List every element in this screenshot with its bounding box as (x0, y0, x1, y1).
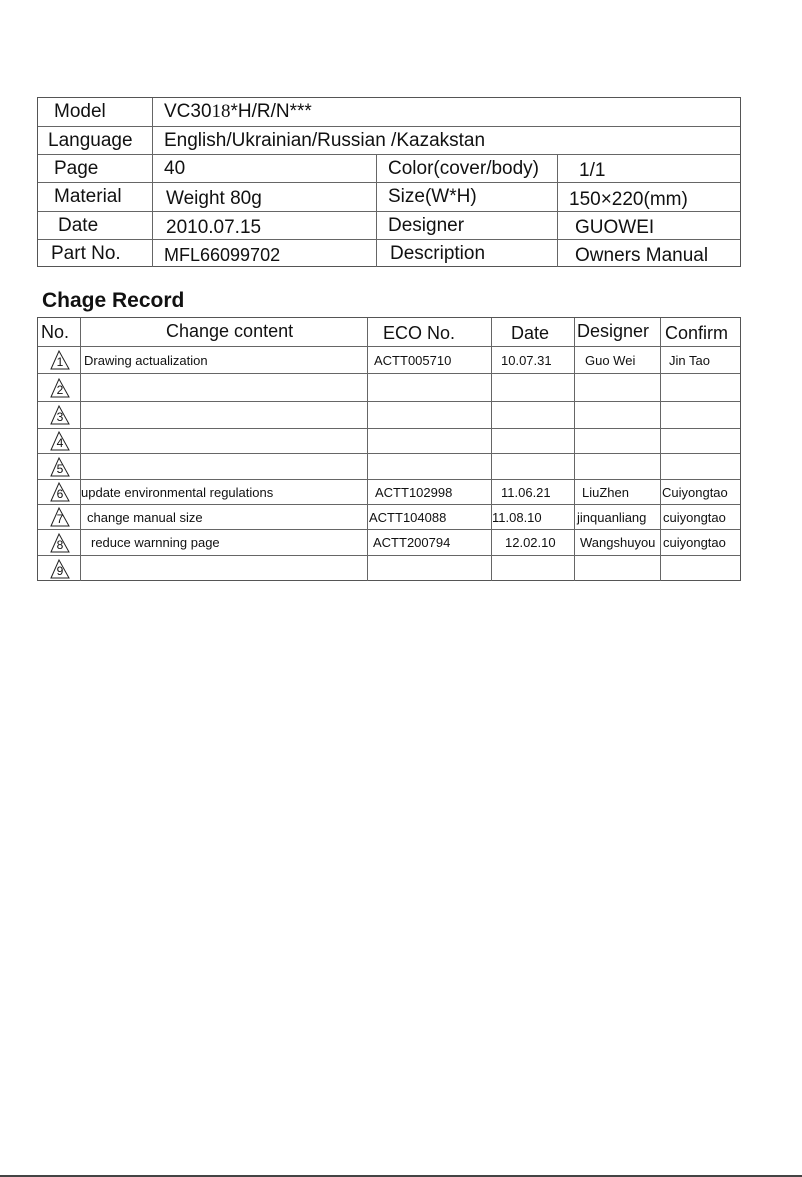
row-number-cell (38, 374, 80, 401)
spec-row-partno (38, 240, 740, 267)
divider (367, 318, 368, 346)
divider (80, 347, 81, 373)
spec-row-material (38, 183, 740, 212)
change-content-cell: Drawing actualization (84, 352, 208, 368)
svg-text:1: 1 (56, 355, 64, 369)
model-value (164, 98, 312, 126)
divider (80, 318, 81, 346)
divider (152, 127, 153, 154)
table-row (38, 402, 740, 429)
designer-cell: Wangshuyou (580, 535, 656, 550)
revision-triangle-icon (42, 378, 76, 398)
divider (660, 318, 661, 346)
svg-text:9: 9 (56, 563, 64, 578)
divider (574, 402, 575, 428)
divider (367, 505, 368, 529)
change-content-cell: change manual size (87, 509, 203, 525)
divider (491, 374, 492, 401)
designer-cell: LiuZhen (582, 484, 629, 500)
divider (574, 480, 575, 504)
divider (367, 530, 368, 555)
confirm-cell: Cuiyongtao (662, 484, 728, 500)
size-label: Size(W*H) (388, 186, 477, 207)
spec-table (37, 97, 741, 267)
row-number-cell (38, 530, 80, 555)
divider (660, 480, 661, 504)
divider (574, 429, 575, 453)
divider (367, 347, 368, 373)
divider (80, 402, 81, 428)
divider (491, 402, 492, 428)
divider (367, 454, 368, 479)
divider (491, 347, 492, 373)
divider (491, 454, 492, 479)
size-value: 150×220(mm) (569, 188, 688, 210)
revision-triangle-icon (42, 507, 76, 527)
divider (80, 505, 81, 529)
designer-label: Designer (388, 214, 465, 236)
divider (80, 374, 81, 401)
divider (574, 374, 575, 401)
table-row (38, 374, 740, 402)
material-value: Weight 80g (166, 188, 262, 209)
table-row (38, 429, 740, 454)
divider (367, 402, 368, 428)
table-row (38, 347, 740, 374)
header-designer: Designer (577, 320, 650, 341)
divider (152, 212, 153, 239)
spec-row-model (38, 98, 740, 127)
divider (574, 505, 575, 529)
spec-row-date (38, 212, 740, 240)
date-label: Date (58, 214, 99, 236)
row-number-cell (38, 505, 80, 529)
divider (376, 155, 377, 182)
divider (491, 556, 492, 581)
divider (367, 374, 368, 401)
model-label: Model (54, 101, 106, 122)
header-change-content: Change content (166, 320, 294, 341)
description-label: Description (390, 242, 486, 264)
header-confirm: Confirm (665, 322, 729, 343)
date-cell: 12.02.10 (505, 535, 556, 550)
partno-label: Part No. (51, 242, 121, 264)
revision-triangle-icon (42, 457, 76, 477)
divider (660, 505, 661, 529)
divider (574, 454, 575, 479)
date-value: 2010.07.15 (166, 216, 262, 238)
confirm-cell: cuiyongtao (663, 535, 726, 550)
divider (660, 429, 661, 453)
header-no: No. (41, 321, 70, 342)
divider (574, 530, 575, 555)
date-cell: 10.07.31 (501, 352, 552, 368)
eco-no-cell: ACTT102998 (375, 484, 453, 500)
divider (491, 318, 492, 346)
model-value-number: 18 (211, 101, 231, 122)
svg-text:4: 4 (56, 436, 64, 450)
spec-row-language (38, 127, 740, 155)
row-number-cell (38, 347, 80, 373)
divider (367, 556, 368, 581)
divider (557, 183, 558, 211)
color-value: 1/1 (579, 159, 606, 181)
eco-no-cell: ACTT200794 (373, 535, 451, 550)
divider (557, 212, 558, 239)
divider (80, 429, 81, 453)
divider (574, 556, 575, 581)
confirm-cell: Jin Tao (669, 352, 710, 368)
revision-triangle-icon (42, 350, 76, 370)
designer-value: GUOWEI (575, 216, 655, 238)
row-number-cell (38, 454, 80, 479)
divider (557, 240, 558, 267)
divider (660, 454, 661, 479)
partno-value: MFL66099702 (164, 245, 281, 265)
divider (152, 183, 153, 211)
model-value-suffix: *H/R/N*** (230, 101, 312, 122)
divider (660, 402, 661, 428)
change-content-cell: reduce warnning page (91, 535, 220, 550)
page-label: Page (54, 157, 99, 179)
designer-cell: Guo Wei (585, 352, 636, 368)
change-record-title: Chage Record (42, 289, 185, 312)
row-number-cell (38, 429, 80, 453)
table-header-row (38, 318, 740, 347)
date-cell: 11.06.21 (501, 484, 551, 500)
page-value: 40 (164, 157, 186, 179)
eco-no-cell: ACTT005710 (374, 352, 452, 368)
divider (152, 98, 153, 126)
language-value: English/Ukrainian/Russian /Kazakstan (164, 129, 486, 151)
divider (376, 183, 377, 211)
row-number-cell (38, 556, 80, 581)
table-row (38, 454, 740, 480)
header-date: Date (511, 322, 550, 343)
divider (80, 530, 81, 555)
divider (376, 212, 377, 239)
divider (491, 429, 492, 453)
svg-text:7: 7 (56, 512, 64, 526)
row-number-cell (38, 402, 80, 428)
divider (367, 480, 368, 504)
divider (491, 530, 492, 555)
designer-cell: jinquanliang (577, 509, 647, 525)
divider (80, 454, 81, 479)
revision-triangle-icon (42, 533, 76, 553)
change-record-table (37, 317, 741, 581)
revision-triangle-icon (42, 559, 76, 579)
divider (80, 556, 81, 581)
change-content-cell: update environmental regulations (81, 484, 274, 500)
description-value: Owners Manual (575, 244, 709, 266)
divider (574, 347, 575, 373)
divider (152, 155, 153, 182)
date-cell: 11.08.10 (492, 509, 542, 525)
divider (152, 240, 153, 267)
table-row (38, 480, 740, 505)
revision-triangle-icon (42, 431, 76, 451)
table-row (38, 530, 740, 556)
divider (660, 347, 661, 373)
divider (574, 318, 575, 346)
table-row (38, 556, 740, 581)
divider (660, 530, 661, 555)
eco-no-cell: ACTT104088 (369, 509, 447, 525)
header-eco-no: ECO No. (383, 322, 456, 343)
svg-text:6: 6 (56, 487, 64, 501)
spec-row-page (38, 155, 740, 183)
svg-text:2: 2 (56, 382, 64, 397)
table-row (38, 505, 740, 530)
svg-text:5: 5 (56, 461, 64, 476)
divider (367, 429, 368, 453)
language-label: Language (48, 129, 133, 151)
divider (660, 374, 661, 401)
revision-triangle-icon (42, 482, 76, 502)
model-value-prefix: VC30 (164, 101, 212, 122)
row-number-cell (38, 480, 80, 504)
color-label: Color(cover/body) (388, 157, 539, 179)
material-label: Material (54, 186, 122, 207)
confirm-cell: cuiyongtao (663, 509, 726, 525)
divider (376, 240, 377, 267)
divider (660, 556, 661, 581)
divider (491, 480, 492, 504)
divider (557, 155, 558, 182)
revision-triangle-icon (42, 405, 76, 425)
svg-text:3: 3 (56, 410, 64, 424)
svg-text:8: 8 (56, 537, 64, 552)
